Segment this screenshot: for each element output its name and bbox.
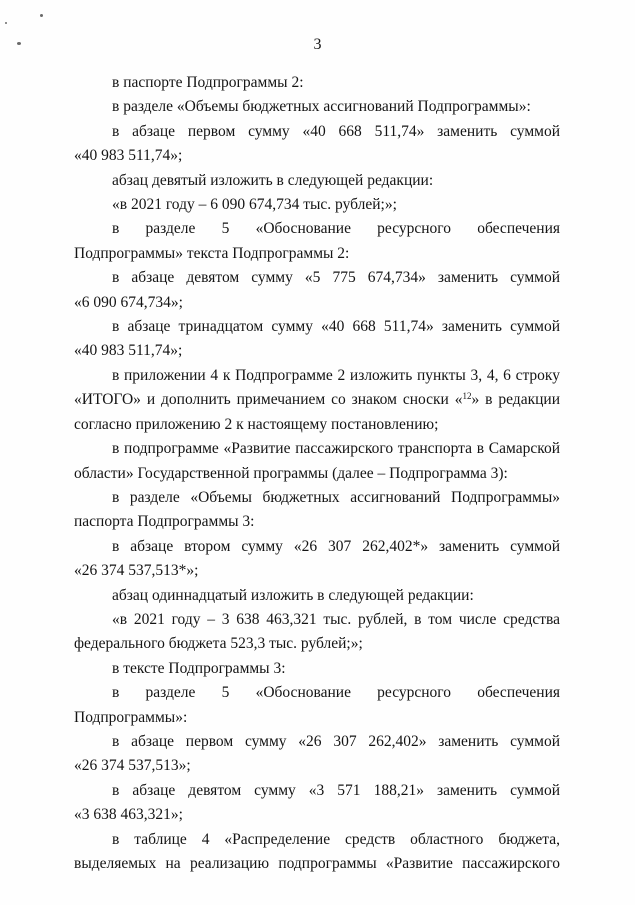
paragraph: в абзаце первом сумму «26 307 262,402» заменить суммой bbox=[112, 732, 560, 750]
paragraph bbox=[74, 364, 560, 437]
paragraph: в разделе 5 «Обоснование ресурсного обеспечения Подпрограммы» текста Подпрограммы 2: bbox=[74, 220, 560, 262]
paragraph: «в 2021 году – 3 638 463,321 тыс. рублей, в том числе средства федерального бюджета 523,3 тыс. рублей;»; bbox=[74, 610, 560, 653]
document-body bbox=[74, 71, 560, 876]
paragraph: в разделе «Объемы бюджетных ассигнований Подпрограммы»: bbox=[112, 98, 531, 116]
paragraph: в абзаце втором сумму «26 307 262,402*» заменить суммой bbox=[112, 537, 560, 555]
paragraph: «26 374 537,513*»; bbox=[74, 562, 199, 580]
paragraph: «40 983 511,74»; bbox=[74, 147, 183, 165]
paragraph: в абзаце девятом сумму «5 775 674,734» заменить суммой bbox=[112, 269, 560, 287]
scan-speck bbox=[40, 14, 43, 17]
paragraph: «40 983 511,74»; bbox=[74, 342, 183, 360]
paragraph: в абзаце девятом сумму «3 571 188,21» заменить суммой bbox=[112, 781, 560, 799]
paragraph: в таблице 4 «Распределение средств областного бюджета, выделяемых на реализацию подпрограммы «Развитие пассажирского bbox=[74, 830, 560, 872]
paragraph: «3 638 463,321»; bbox=[74, 806, 183, 824]
paragraph: в разделе «Объемы бюджетных ассигнований Подпрограммы» паспорта Подпрограммы 3: bbox=[74, 488, 560, 531]
page-number: 3 bbox=[313, 36, 322, 53]
footnote-mark: 12 bbox=[462, 391, 472, 402]
paragraph: в абзаце тринадцатом сумму «40 668 511,74» заменить суммой bbox=[112, 318, 560, 336]
paragraph: в паспорте Подпрограммы 2: bbox=[112, 74, 304, 91]
scan-speck bbox=[5, 22, 7, 24]
paragraph: абзац одиннадцатый изложить в следующей редакции: bbox=[112, 586, 474, 604]
paragraph: «в 2021 году – 6 090 674,734 тыс. рублей;»; bbox=[112, 196, 397, 214]
paragraph: в абзаце первом сумму «40 668 511,74» заменить суммой bbox=[112, 122, 560, 140]
paragraph: абзац девятый изложить в следующей редакции: bbox=[112, 171, 434, 189]
paragraph-text: » в редакции согласно приложению 2 к настоящему постановлению; bbox=[74, 391, 560, 433]
paragraph: «6 090 674,734»; bbox=[74, 293, 183, 311]
paragraph: «26 374 537,513»; bbox=[74, 757, 191, 775]
paragraph-text: в приложении 4 к Подпрограмме 2 изложить пункты 3, 4, 6 строку «ИТОГО» и дополнить примечанием со знаком сноски « bbox=[74, 366, 560, 409]
paragraph: в разделе 5 «Обоснование ресурсного обеспечения Подпрограммы»: bbox=[74, 684, 560, 726]
paragraph: в подпрограмме «Развитие пассажирского транспорта в Самарской области» Государственной программы (далее – Подпрограмма 3): bbox=[74, 440, 560, 482]
paragraph: в тексте Подпрограммы 3: bbox=[112, 659, 286, 677]
